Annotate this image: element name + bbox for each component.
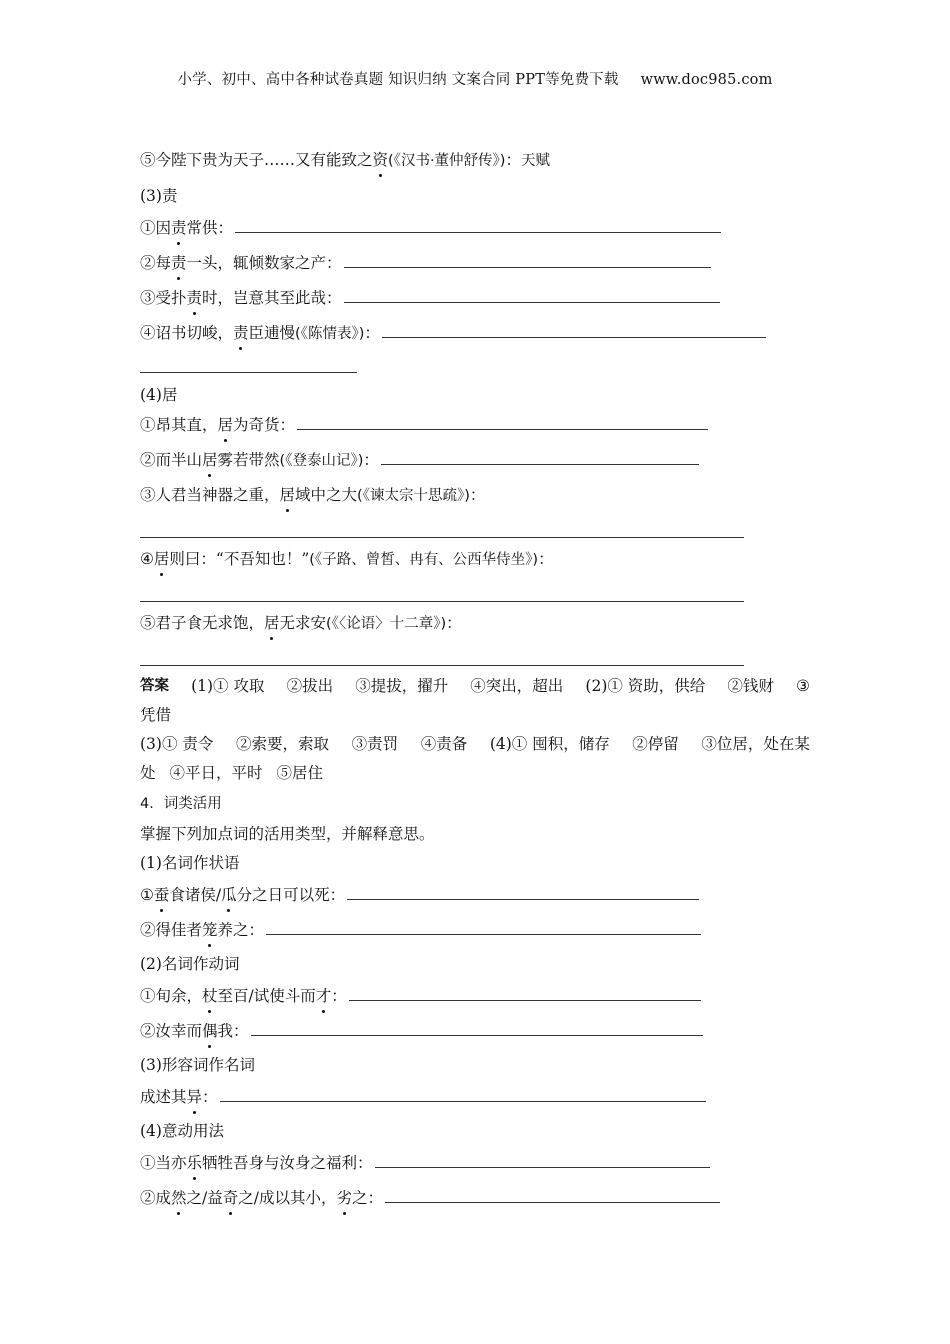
text-span: ⑤居住 <box>276 764 324 782</box>
text-span: ②每 <box>140 254 172 272</box>
text-span: ①当亦 <box>140 1154 187 1172</box>
text-span: ④责备 <box>420 735 468 753</box>
section-title-ze: (3)责 <box>140 187 178 205</box>
answer-blank[interactable] <box>382 323 766 338</box>
dotted-word: 居 <box>217 416 234 434</box>
answer-blank[interactable] <box>251 1021 703 1036</box>
text-span: ① <box>140 886 154 904</box>
text-span: ①因 <box>140 219 172 237</box>
item-g2-1 <box>140 985 701 1007</box>
text-span: ： <box>331 987 347 1005</box>
item-g1-1 <box>140 884 699 906</box>
group-title-2: (2)名词作动词 <box>140 955 240 973</box>
text-span: 则曰：“不吾知也！” <box>169 550 310 568</box>
answer-blank[interactable] <box>297 415 708 430</box>
text-span: 分之日可以死： <box>236 886 346 904</box>
text-span: 常供： <box>186 219 234 237</box>
text-span: 域中之大 <box>295 486 358 504</box>
text-span: 养之： <box>217 921 265 939</box>
answer-block <box>140 672 810 788</box>
item-g3-1 <box>140 1086 706 1108</box>
answer-blank[interactable] <box>220 1087 706 1102</box>
text-span: ②索要，索取 <box>235 735 329 753</box>
section-title-ju: (4)居 <box>140 386 178 404</box>
header-text: 小学、初中、高中各种试卷真题 知识归纳 文案合同 PPT等免费下载 <box>177 72 619 88</box>
text-span: ： <box>538 550 554 568</box>
answer-blank[interactable] <box>344 288 720 303</box>
text-span: ： <box>202 1088 218 1106</box>
dotted-word: 居 <box>264 614 280 632</box>
page-header <box>0 68 950 89</box>
group-title-3: (3)形容词作名词 <box>140 1056 255 1074</box>
text-span: ②汝幸而 <box>140 1022 203 1040</box>
text-span: ④ <box>140 550 154 568</box>
text-span: ②拔出 <box>286 677 334 695</box>
header-url[interactable]: www.doc985.com <box>640 72 773 88</box>
text-span: ④突出，超出 <box>470 677 564 695</box>
dotted-word: 居 <box>202 451 218 469</box>
dotted-word: 责 <box>186 289 203 307</box>
item-g2-2 <box>140 1020 703 1042</box>
answer-blank[interactable] <box>381 450 699 465</box>
dotted-word: 责 <box>171 219 187 237</box>
text-span: ③ <box>796 677 810 695</box>
text-span: ③责罚 <box>351 735 399 753</box>
text-span: (《谏太宗十思疏》) <box>357 488 470 504</box>
item-g1-2 <box>140 919 701 941</box>
text-span: (《登泰山记》) <box>279 453 364 469</box>
text-span: (1)① 攻取 <box>191 677 265 695</box>
answer-blank[interactable] <box>375 1153 710 1168</box>
item-zi-5 <box>140 149 550 172</box>
text-span: 无求安 <box>279 614 327 632</box>
text-span: 一头，辄倾数家之产： <box>186 254 342 272</box>
text-span: ②钱财 <box>727 677 774 695</box>
item-ju-5 <box>140 612 462 635</box>
text-span: 处 <box>140 764 156 782</box>
dotted-word: 奇 <box>222 1189 239 1207</box>
text-span: ③提拔，擢升 <box>355 677 449 695</box>
answer-row-3 <box>140 730 810 759</box>
item-ze-3 <box>140 287 720 309</box>
text-span: ： <box>364 324 380 342</box>
text-span: ： <box>469 486 486 504</box>
dotted-word: 居 <box>153 550 170 568</box>
answer-row-1 <box>140 672 810 701</box>
text-span: 雾若带然 <box>217 451 280 469</box>
item-ju-4 <box>140 548 554 571</box>
item-ze-2 <box>140 252 711 274</box>
text-span: 牺牲吾身与汝身之福利： <box>202 1154 373 1172</box>
text-span: 之： <box>352 1189 384 1207</box>
text-span: ②停留 <box>632 735 679 753</box>
answer-blank[interactable] <box>266 920 701 935</box>
dotted-word: 笼 <box>202 921 218 939</box>
text-span: 至百/试使斗而 <box>217 987 316 1005</box>
text-span: ①旬余， <box>140 987 203 1005</box>
text-span: (《汉书·董仲舒传》) <box>388 153 506 169</box>
answer-blank-continued[interactable] <box>140 372 357 373</box>
text-span: (3)① 责令 <box>140 735 214 753</box>
text-span: ③人君当神器之重， <box>140 486 280 504</box>
group-title-1: (1)名词作状语 <box>140 854 240 872</box>
dotted-word: 异 <box>186 1088 203 1106</box>
text-span: 凭借 <box>140 706 172 724</box>
answer-label: 答案 <box>140 678 169 694</box>
text-span: (《陈情表》) <box>295 326 365 342</box>
text-span: 成述其 <box>140 1088 187 1106</box>
dotted-word: 劣 <box>336 1189 353 1207</box>
answer-blank[interactable] <box>140 601 744 602</box>
text-span: ①昂其直， <box>140 416 218 434</box>
text-span: (4)① 囤积，储存 <box>489 735 610 753</box>
text-span: ： <box>505 151 521 169</box>
item-ze-1 <box>140 217 721 239</box>
dotted-word: 责 <box>233 324 249 342</box>
text-span: ⑤今陛下贵为天子……又有能致之 <box>140 151 373 169</box>
item-ju-2 <box>140 449 699 472</box>
section-intro: 掌握下列加点词的活用类型，并解释意思。 <box>140 825 435 843</box>
item-ze-4 <box>140 322 766 345</box>
dotted-word: 偶 <box>202 1022 218 1040</box>
answer-blank[interactable] <box>385 1188 720 1203</box>
item-g4-1 <box>140 1152 710 1174</box>
dotted-word: 乐 <box>186 1154 203 1172</box>
answer-blank[interactable] <box>140 665 744 666</box>
answer-blank[interactable] <box>347 885 699 900</box>
text-span: 臣逋慢 <box>248 324 296 342</box>
dotted-word: 责 <box>171 254 187 272</box>
item-ju-1 <box>140 414 708 436</box>
answer-blank[interactable] <box>344 253 711 268</box>
text-span: ②而半山 <box>140 451 203 469</box>
answer-row-4 <box>140 759 810 788</box>
answer-blank[interactable] <box>140 537 744 538</box>
text-span: (2)① 资助，供给 <box>585 677 706 695</box>
dotted-word: 居 <box>279 486 296 504</box>
dotted-word: 杖 <box>202 987 218 1005</box>
group-title-4: (4)意动用法 <box>140 1122 224 1140</box>
text-span: ③受扑 <box>140 289 187 307</box>
text-span: 我： <box>217 1022 249 1040</box>
given-answer: 天赋 <box>520 153 550 169</box>
item-ju-3 <box>140 484 485 507</box>
answer-blank[interactable] <box>349 986 701 1001</box>
text-span: (《〈论语〉十二章》) <box>326 616 447 632</box>
dotted-word: 资 <box>372 151 389 169</box>
dotted-word: 蚕 <box>153 886 170 904</box>
text-span: 为奇货： <box>233 416 296 434</box>
text-span: (《子路、曾皙、冉有、公西华侍坐》) <box>309 552 539 568</box>
text-span: ③位居，处在某 <box>701 735 810 753</box>
dotted-word: 才 <box>315 987 332 1005</box>
text-span: ②成 <box>140 1189 172 1207</box>
text-span: ④诏书切峻， <box>140 324 234 342</box>
answer-row-2 <box>140 701 810 730</box>
text-span: 之/益 <box>186 1189 223 1207</box>
text-span: ： <box>446 614 462 632</box>
text-span: 时，岂意其至此哉： <box>202 289 342 307</box>
text-span: 之/成以其小， <box>238 1189 337 1207</box>
text-span: ④平日，平时 <box>169 764 263 782</box>
text-span: ： <box>363 451 379 469</box>
text-span: ⑤君子食无求饱， <box>140 614 265 632</box>
dotted-word: 瓜 <box>221 886 237 904</box>
section-title-word-class: 4．词类活用 <box>140 796 222 812</box>
answer-blank[interactable] <box>235 218 721 233</box>
item-g4-2 <box>140 1187 720 1209</box>
text-span: 食诸侯/ <box>169 886 222 904</box>
text-span: ②得佳者 <box>140 921 203 939</box>
dotted-word: 然 <box>171 1189 187 1207</box>
